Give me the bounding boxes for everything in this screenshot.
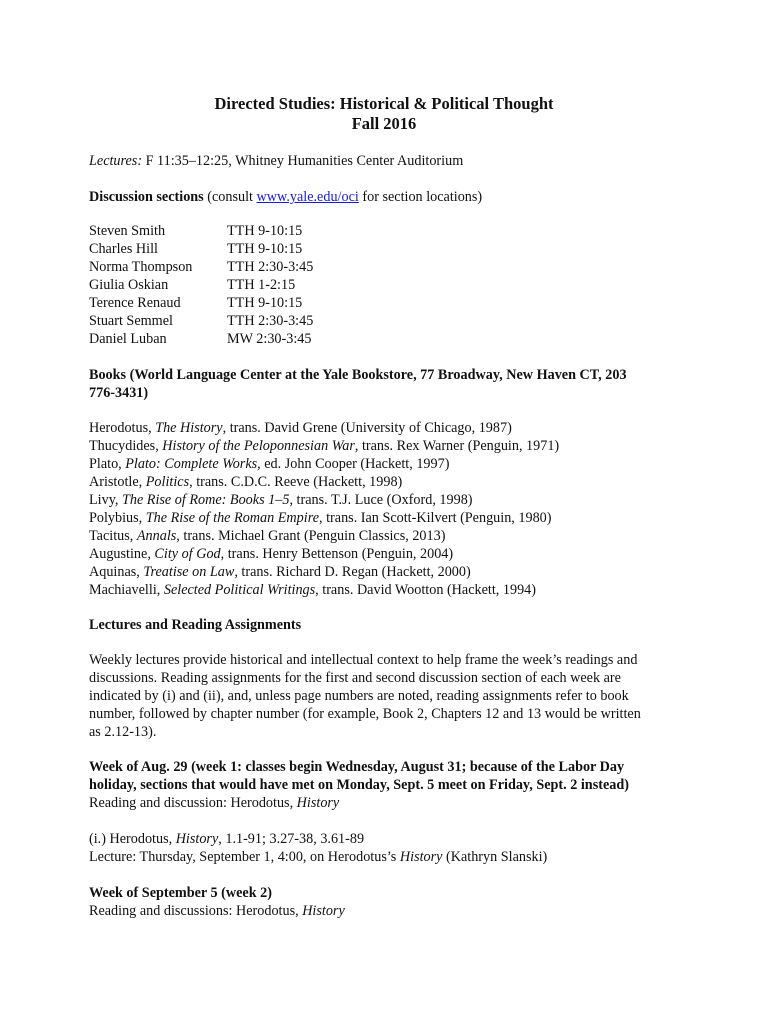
books-list <box>89 419 689 599</box>
book-title: Plato: Complete Works, <box>125 456 261 472</box>
week-2-heading: Week of September 5 (week 2) <box>89 885 272 901</box>
section-time: TTH 9-10:15 <box>227 241 303 257</box>
week-1-heading-line-2: holiday, sections that would have met on Monday, Sept. 5 meet on Friday, Sept. 2 instead) <box>89 777 629 793</box>
instructor-name: Daniel Luban <box>89 331 167 347</box>
book-entry <box>89 491 689 509</box>
week-1-heading-line-1: Week of Aug. 29 (week 1: classes begin Wednesday, August 31; because of the Labor Day <box>89 759 625 775</box>
book-title: The Rise of Rome: Books 1–5 <box>121 492 290 508</box>
book-entry <box>89 509 689 527</box>
paragraph-line: discussions. Reading assignments for the first and second discussion section of each week are <box>89 670 621 686</box>
section-row <box>89 330 689 348</box>
book-details: , trans. C.D.C. Reeve (Hackett, 1998) <box>189 474 403 490</box>
book-author: Polybius, <box>89 510 146 526</box>
book-title: History of the Peloponnesian War <box>162 438 355 454</box>
oci-link[interactable]: www.yale.edu/oci <box>256 189 359 205</box>
week-1-details <box>89 830 689 866</box>
lectures-line <box>89 152 689 170</box>
books-heading-line-1: Books (World Language Center at the Yale Bookstore, 77 Broadway, New Haven CT, 203 <box>89 367 627 383</box>
discussion-pre: (consult <box>203 189 257 205</box>
section-time: TTH 9-10:15 <box>227 295 303 311</box>
paragraph-line: as 2.12-13). <box>89 724 157 740</box>
book-details: , trans. Richard D. Regan (Hackett, 2000) <box>234 564 471 580</box>
book-details: ed. John Cooper (Hackett, 1997) <box>260 456 450 472</box>
lectures-reading-paragraph <box>89 651 689 741</box>
paragraph-line: number, followed by chapter number (for example, Book 2, Chapters 12 and 13 would be written <box>89 706 641 722</box>
section-row <box>89 258 689 276</box>
book-entry <box>89 419 689 437</box>
title-line-2: Fall 2016 <box>351 114 417 133</box>
section-row <box>89 294 689 312</box>
lectures-label: Lectures: <box>89 153 143 169</box>
book-details: , trans. David Grene (University of Chicago, 1987) <box>222 420 512 436</box>
book-details: , trans. Michael Grant (Penguin Classics, 2013) <box>176 528 446 544</box>
book-title: Annals <box>136 528 177 544</box>
instructor-name: Terence Renaud <box>89 295 181 311</box>
paragraph-line: Weekly lectures provide historical and intellectual context to help frame the week’s readings and <box>89 652 638 668</box>
book-title: City of God <box>154 546 221 562</box>
book-title: Treatise on Law <box>143 564 235 580</box>
book-title: The History <box>155 420 223 436</box>
section-time: TTH 2:30-3:45 <box>227 313 314 329</box>
book-author: Aristotle, <box>89 474 146 490</box>
discussion-post: for section locations) <box>358 189 483 205</box>
book-title: The Rise of the Roman Empire <box>145 510 320 526</box>
reading-title: History <box>302 903 345 919</box>
lectures-reading-heading: Lectures and Reading Assignments <box>89 617 302 633</box>
instructor-name: Giulia Oskian <box>89 277 169 293</box>
lecture-title: History <box>399 849 443 865</box>
lectures-text: F 11:35–12:25, Whitney Humanities Center Auditorium <box>142 153 464 169</box>
sections-list <box>89 222 689 348</box>
book-author: Augustine, <box>89 546 155 562</box>
book-details: , trans. David Wootton (Hackett, 1994) <box>315 582 536 598</box>
book-author: Herodotus, <box>89 420 156 436</box>
book-details: , trans. Ian Scott-Kilvert (Penguin, 1980) <box>319 510 552 526</box>
book-entry <box>89 545 689 563</box>
week-1-reading <box>89 794 689 812</box>
section-row <box>89 222 689 240</box>
book-author: Machiavelli, <box>89 582 164 598</box>
book-author: Plato, <box>89 456 126 472</box>
instructor-name: Steven Smith <box>89 223 166 239</box>
book-details: , trans. T.J. Luce (Oxford, 1998) <box>289 492 473 508</box>
instructor-name: Charles Hill <box>89 241 158 257</box>
week-1-block <box>89 758 689 812</box>
assignment-pages: , 1.1-91; 3.27-38, 3.61-89 <box>218 831 365 847</box>
section-row <box>89 240 689 258</box>
lecture-speaker: (Kathryn Slanski) <box>442 849 548 865</box>
section-time: MW 2:30-3:45 <box>227 331 312 347</box>
book-details: , trans. Rex Warner (Penguin, 1971) <box>354 438 560 454</box>
book-author: Thucydides, <box>89 438 163 454</box>
reading-label: Reading and discussions: Herodotus, <box>89 903 303 919</box>
lecture-label: Lecture: Thursday, September 1, 4:00, on Herodotus’s <box>89 849 400 865</box>
book-title: Selected Political Writings <box>163 582 316 598</box>
book-entry <box>89 455 689 473</box>
reading-title: History <box>296 795 340 811</box>
book-author: Aquinas, <box>89 564 144 580</box>
instructor-name: Norma Thompson <box>89 259 193 275</box>
book-author: Tacitus, <box>89 528 137 544</box>
week-1-assignment <box>89 830 689 848</box>
page-title <box>0 94 768 134</box>
paragraph-line: indicated by (i) and (ii), and, unless page numbers are noted, reading assignments refer to book <box>89 688 629 704</box>
assignment-label: (i.) Herodotus, <box>89 831 176 847</box>
book-entry <box>89 563 689 581</box>
book-entry <box>89 527 689 545</box>
week-2-reading <box>89 902 689 920</box>
section-row <box>89 312 689 330</box>
section-row <box>89 276 689 294</box>
title-line-1: Directed Studies: Historical & Political Thought <box>214 94 554 113</box>
books-heading <box>89 366 689 402</box>
books-heading-line-2: 776-3431) <box>89 385 149 401</box>
discussion-line <box>89 188 689 206</box>
book-entry <box>89 473 689 491</box>
instructor-name: Stuart Semmel <box>89 313 173 329</box>
book-details: , trans. Henry Bettenson (Penguin, 2004) <box>220 546 454 562</box>
book-entry <box>89 437 689 455</box>
section-time: TTH 2:30-3:45 <box>227 259 314 275</box>
section-time: TTH 1-2:15 <box>227 277 296 293</box>
reading-label: Reading and discussion: Herodotus, <box>89 795 297 811</box>
book-entry <box>89 581 689 599</box>
week-1-lecture <box>89 848 689 866</box>
assignment-title: History <box>175 831 219 847</box>
book-author: Livy, <box>89 492 122 508</box>
book-title: Politics <box>145 474 190 490</box>
section-time: TTH 9-10:15 <box>227 223 303 239</box>
discussion-label: Discussion sections <box>89 189 204 205</box>
week-2-block <box>89 884 689 920</box>
